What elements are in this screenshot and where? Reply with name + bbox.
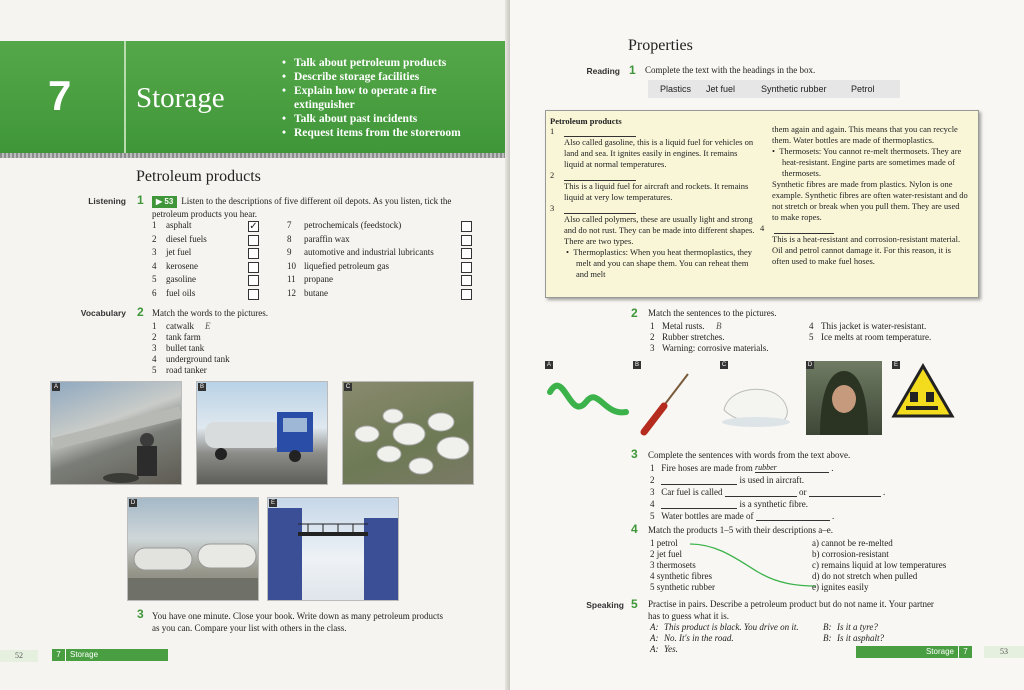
product-item[interactable]: 4 synthetic fibres (650, 571, 712, 581)
tick-checkbox[interactable] (248, 289, 259, 300)
sentence-number: 4 (809, 321, 814, 331)
goal-item: • Explain how to operate a fire extinguisher (282, 84, 497, 112)
tick-item: 12 (287, 288, 296, 298)
tick-checkbox[interactable]: ✓ (249, 221, 258, 232)
reading-text-title: Petroleum products (550, 116, 622, 126)
dialogue-line: No. It's in the road. (664, 633, 734, 643)
chapter-goals (282, 56, 497, 140)
sentence-2: 2 is used in aircraft. (650, 475, 804, 485)
tick-checkbox[interactable] (461, 235, 472, 246)
vocab-word: underground tank (166, 354, 230, 364)
vocab-word: road tanker (166, 365, 207, 375)
product-item[interactable]: 3 thermosets (650, 560, 696, 570)
description-item[interactable]: d) do not stretch when pulled (812, 571, 918, 581)
speaking-label: Speaking (586, 600, 624, 610)
tick-item-label: diesel fuels (166, 233, 207, 244)
description-item[interactable]: c) remains liquid at low temperatures (812, 560, 947, 570)
banner-edge (0, 153, 505, 158)
sentence-3: 3 Car fuel is called or . (650, 487, 886, 497)
vocab-number: 5 (152, 365, 157, 375)
tick-checkbox[interactable] (461, 262, 472, 273)
product-item[interactable]: 1 petrol (650, 538, 678, 548)
sentence-5: 5 Water bottles are made of . (650, 511, 835, 521)
tick-checkbox[interactable] (248, 248, 259, 259)
goal-item: • Talk about past incidents (282, 112, 497, 126)
heading-gap-3[interactable]: 3 (550, 203, 755, 214)
tick-item: 4 (152, 260, 157, 271)
description-item[interactable]: a) cannot be re-melted (812, 538, 893, 548)
reading-col1 (550, 126, 755, 280)
answer-field[interactable] (661, 484, 737, 485)
product-item[interactable]: 5 synthetic rubber (650, 582, 715, 592)
dialogue-speaker: A: (650, 622, 659, 632)
exercise2-number: 2 (631, 306, 638, 320)
answer-field[interactable]: rubber (755, 463, 829, 473)
tick-item-label: paraffin wax (304, 233, 350, 244)
rubber-band-picture (546, 372, 630, 430)
exercise4-instruction: Match the products 1–5 with their descriptions a–e. (648, 525, 833, 535)
tank-farm-illustration (343, 382, 474, 485)
dialogue-speaker: A: (650, 633, 659, 643)
photo-tag: A (53, 384, 58, 390)
chapter-title: Storage (136, 82, 225, 114)
picture-tag: D (807, 362, 813, 368)
vocab-word: bullet tank (166, 343, 205, 353)
heading-gap-2[interactable]: 2 (550, 170, 755, 181)
exercise3-number: 3 (137, 607, 144, 621)
tick-checkbox[interactable] (461, 221, 472, 232)
sentence-1: 1 Fire hoses are made from rubber . (650, 463, 834, 473)
page-number: 53 (984, 646, 1024, 658)
dialogue-speaker: A: (650, 644, 659, 654)
tick-item: 1 (152, 220, 157, 230)
box-word: Petrol (851, 84, 875, 94)
vocab-word: tank farm (166, 332, 201, 342)
tick-item: 9 (287, 247, 292, 258)
picture-tag: B (634, 362, 639, 368)
reading-col2 (760, 124, 968, 267)
paragraph-3-bullet-2: • Thermosets: You cannot re-melt thermosets. They are heat-resistant. Engine parts are sometimes made of thermosets. (772, 146, 962, 178)
sentence-number: 1 (650, 321, 655, 331)
box-word: Synthetic rubber (761, 84, 827, 94)
vocabulary-label: Vocabulary (80, 308, 126, 318)
goal-item: • Talk about petroleum products (282, 56, 497, 70)
tick-item-label: jet fuel (166, 247, 192, 258)
tick-item: 3 (152, 247, 157, 258)
page-number: 52 (0, 650, 38, 662)
tick-item-label: gasoline (166, 274, 196, 285)
tick-item: 7 (287, 220, 292, 230)
tick-item-label: liquefied petroleum gas (304, 260, 389, 271)
paragraph-4: This is a heat-resistant and corrosion-resistant material. Oil and petrol cannot damage it. For this reason, it is often used to make fuel hoses. (772, 234, 961, 266)
person-illustration (806, 361, 882, 435)
vocabulary-instruction: Match the words to the pictures. (152, 308, 268, 318)
left-page (0, 0, 510, 690)
answer-field[interactable] (809, 496, 881, 497)
answer-field[interactable] (661, 508, 737, 509)
waterproof-jacket-picture (806, 361, 882, 435)
reading-instruction: Complete the text with the headings in the box. (645, 65, 816, 75)
tick-item-label: asphalt (166, 220, 192, 230)
paragraph-3: Also called polymers, these are usually light and strong and do not rust. They can be made into different shapes. There are two types. (564, 214, 755, 246)
answer-field[interactable] (756, 520, 830, 521)
tick-item: 5 (152, 274, 157, 285)
box-word: Plastics (660, 84, 692, 94)
exercise2-instruction: Match the sentences to the pictures. (648, 308, 777, 318)
footer-chapter: 7 Storage (52, 649, 168, 661)
tick-checkbox[interactable] (461, 248, 472, 259)
sentence-4: 4 is a synthetic fibre. (650, 499, 808, 509)
tick-item: 2 (152, 233, 157, 244)
photo-tag: E (270, 500, 275, 506)
vocabulary-number: 2 (137, 305, 144, 319)
paragraph-1: Also called gasoline, this is a liquid fuel for vehicles on land and sea. It ignites easily in engines. It remains liquid at normal temperatures. (564, 137, 754, 169)
footer-chapter: Storage 7 (856, 646, 972, 658)
listening-instruction: ▶ 53 Listen to the descriptions of five different oil depots. As you listen, tick the petroleum products you hear. (152, 196, 452, 219)
sentence-text: This jacket is water-resistant. (821, 321, 927, 331)
photo-tag: C (345, 384, 351, 390)
vocab-number: 3 (152, 343, 157, 353)
banner-divider (124, 41, 126, 153)
dialogue-line: Yes. (664, 644, 678, 654)
sentence-number: 2 (650, 332, 655, 342)
description-item[interactable]: b) corrosion-resistant (812, 549, 889, 559)
sentence-number: 5 (809, 332, 814, 342)
photo-road-tanker (196, 381, 328, 485)
exercise3-instruction: Complete the sentences with words from the text above. (648, 450, 851, 460)
audio-icon[interactable]: ▶ 53 (152, 196, 177, 208)
tick-item: 11 (287, 274, 296, 285)
picture-tag: C (721, 362, 727, 368)
tick-item-label: butane (304, 288, 328, 298)
description-item[interactable]: e) ignites easily (812, 582, 869, 592)
listening-number: 1 (137, 193, 144, 207)
paragraph-2: This is a liquid fuel for aircraft and rockets. It remains liquid at very low temperatures. (564, 181, 749, 202)
tick-item: 6 (152, 288, 157, 298)
dialogue-line: This product is black. You drive on it. (664, 622, 799, 632)
sentence-text: Warning: corrosive materials. (662, 343, 769, 353)
tick-checkbox[interactable] (461, 275, 472, 286)
tick-item: 8 (287, 233, 292, 244)
tick-item: 10 (287, 260, 296, 271)
product-item[interactable]: 2 jet fuel (650, 549, 682, 559)
paragraph-3-end: Synthetic fibres are made from plastics. Nylon is one example. Synthetic fibres are often water-resistant and do not stretch or break when you pull them. They are used to make ropes. (772, 179, 968, 222)
heading-gap-1[interactable]: 1 (550, 126, 755, 137)
goal-item: • Describe storage facilities (282, 70, 497, 84)
page-title: Properties (628, 37, 693, 54)
exercise3-text: You have one minute. Close your book. Write down as many petroleum products as you can. Compare your list with others in the class. (152, 611, 444, 633)
paragraph-3-bullet: • Thermoplastics: When you heat thermoplastics, they melt and you can shape them. You can reheat them and melt (566, 247, 753, 279)
sentence-text: Metal rusts. (662, 321, 705, 331)
speaking-number: 5 (631, 597, 638, 611)
photo-catwalk (267, 497, 399, 601)
heading-gap-4[interactable]: 4 (760, 223, 968, 234)
vocab-number: 2 (152, 332, 157, 342)
section-title: Petroleum products (136, 168, 261, 185)
photo-underground-tank (50, 381, 182, 485)
tick-item-label: automotive and industrial lubricants (304, 247, 434, 258)
vocab-answer[interactable]: E (205, 321, 211, 331)
tick-checkbox[interactable] (248, 275, 259, 286)
tick-checkbox[interactable] (248, 262, 259, 273)
photo-bullet-tank (127, 497, 259, 601)
exercise4-number: 4 (631, 522, 638, 536)
corrosive-warning-icon (890, 362, 956, 422)
tick-item-label: propane (304, 274, 333, 285)
sentence-text: Ice melts at room temperature. (821, 332, 932, 342)
catwalk-illustration (268, 498, 399, 601)
tick-item-label: petrochemicals (feedstock) (304, 220, 402, 230)
reading-text-box (545, 110, 979, 298)
tick-checkbox[interactable] (248, 235, 259, 246)
right-page (510, 0, 1024, 690)
photo-tag: D (130, 500, 136, 506)
box-word: Jet fuel (706, 84, 736, 94)
melting-ice-picture (718, 380, 794, 430)
paragraph-3-cont: them again and again. This means that you can recycle them. Water bottles are made of thermoplastics. (772, 124, 958, 145)
speaking-instruction: Practise in pairs. Describe a petroleum product but do not name it. Your partner has to guess what it is. (648, 599, 934, 621)
vocab-number: 4 (152, 354, 157, 364)
dialogue-line: Is it asphalt? (837, 633, 885, 643)
dialogue-speaker: B: (823, 633, 832, 643)
picture-tag: A (546, 362, 551, 368)
reading-number: 1 (629, 63, 636, 77)
exercise3-number: 3 (631, 447, 638, 461)
tanker-illustration (197, 382, 328, 485)
goal-item: • Request items from the storeroom (282, 126, 497, 140)
worker-illustration (51, 382, 182, 485)
listening-label: Listening (88, 196, 126, 206)
tick-item-label: fuel oils (166, 288, 196, 298)
answer-field[interactable] (725, 496, 797, 497)
rusty-screwdriver-picture (634, 368, 704, 438)
chapter-number: 7 (48, 72, 72, 119)
sentence-answer[interactable]: B (716, 321, 722, 331)
word-box (648, 80, 900, 98)
picture-tag: E (893, 362, 898, 368)
tick-item-label: kerosene (166, 260, 198, 271)
bullet-tank-illustration (128, 498, 259, 601)
photo-tank-farm (342, 381, 474, 485)
sentence-number: 3 (650, 343, 655, 353)
reading-label: Reading (586, 66, 620, 76)
dialogue-line: Is it a tyre? (837, 622, 878, 632)
sentence-text: Rubber stretches. (662, 332, 725, 342)
dialogue-speaker: B: (823, 622, 832, 632)
tick-checkbox[interactable] (461, 289, 472, 300)
vocab-word: catwalk (166, 321, 194, 331)
photo-tag: B (199, 384, 204, 390)
vocab-number: 1 (152, 321, 157, 331)
